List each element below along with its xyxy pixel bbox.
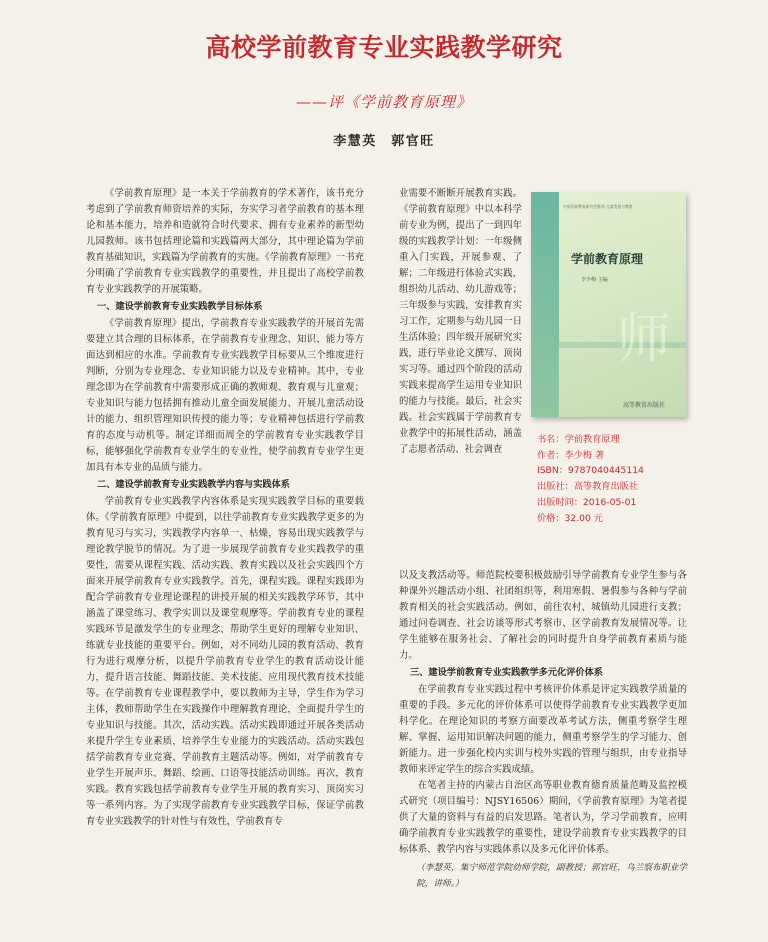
paragraph: 《学前教育原理》提出，学前教育专业实践教学的开展首先需要建立其合理的目标体系，在学前教育专业理念、知识、能力等方面达到相应的水准。学前教育专业实践教学目标要从三个维度进行判断，分别为专业理念、专业知识能力以及专业精神。其中，专业理念即为在学前教育中需要形成正确的教师观、教育观与儿童观；专业知识与能力包括拥有推动儿童全面发展能力、开展儿童活动设计的能力、组织管理知识传授的能力等；专业精神包括进行学前教育的态度与动机等。制定详细而周全的学前教育专业实践教学目标，能够强化学前教育专业学生的专业性，使学前教育专业学生更加具有本专业的品质与能力。 [86, 318, 364, 473]
author-affiliation: （李慧英，集宁师范学院幼师学院，副教授；郭官旺，乌兰察布职业学院，讲师。） [416, 863, 687, 889]
book-name: 书名：学前教育原理 [537, 434, 620, 445]
book-date: 出版时间：2016-05-01 [537, 496, 637, 508]
article-title: 高校学前教育专业实践教学研究 [205, 33, 563, 62]
paragraph: 在学前教育专业实践过程中考核评价体系是评定实践教学质量的重要的手段。多元化的评价体系可以使得学前教育专业实践教学更加科学化。在理论知识的考察方面要改革考试方法，侧重考察学生理解、掌握、运用知识解决问题的能力，侧重考察学生的学习能力、创新能力。进一步强化校内实训与校外实践的管理与组织，由专业指导教师来评定学生的综合实践成绩。 [399, 684, 687, 775]
cover-publisher: 高等教育出版社 [623, 402, 666, 409]
book-price: 价格：32.00 元 [537, 512, 603, 524]
article-authors: 李慧英 郭官旺 [333, 134, 435, 149]
book-cover-image [531, 192, 686, 417]
right-column-narrow [399, 186, 522, 458]
book-isbn: ISBN：9787040445114 [537, 465, 644, 477]
cover-series-text: 中国学前教育研究会推荐·儿童发展与教育 [563, 204, 633, 209]
section-heading-1: 一、建设学前教育专业实践教学目标体系 [97, 301, 263, 312]
section-heading-2: 二、建设学前教育专业实践教学内容与实践体系 [97, 479, 290, 490]
cover-title: 学前教育原理 [571, 252, 644, 266]
paragraph: 学前教育专业实践教学内容体系是实现实践教学目标的重要载体。《学前教育原理》中提到，以往学前教育专业实践教学更多的为教育见习与实习，实践教学内容单一、枯燥，容易出现实践教学与理论教学脱节的情况。为了进一步展现学前教育专业实践教学的重要性，需要从课程实践、活动实践、教育实践以及社会实践四个方面来开展学前教育专业实践教学。首先，课程实践。课程实践即为配合学前教育专业理论课程的讲授开展的相关实践教学环节，其中涵盖了课堂练习、教学实训以及课堂观摩等。学前教育专业的课程实践环节是激发学生的专业理念、帮助学生更好的理解专业知识、练就专业技能的重要平台。例如，对不同幼儿园的教育活动、教育行为进行观摩分析，以提升学前教育专业学生的教育活动设计能力，提升语言技能、舞蹈技能、美术技能、应用现代教育技术技能等。在学前教育专业课程教学中，要以教师为主导，学生作为学习主体，教师帮助学生在实践操作中理解教育理论，全面提升学生的专业知识与技能。其次，活动实践。活动实践即通过开展各类活动来提升学生专业素质，培养学生专业能力的实践活动。活动实践包括学前教育专业竞赛、学前教育主题活动等。例如，对学前教育专业学生开展声乐、舞蹈、绘画、口语等技能活动训练。再次，教育实践。教育实践包括学前教育专业学生开展的教育实习、顶岗实习等一系列内容。为了实现学前教育专业实践教学目标，保证学前教育专业实践教学的针对性与有效性，学前教育专 [86, 496, 364, 827]
right-column-wide [399, 568, 687, 892]
paragraph: 以及支教活动等。师范院校要积极鼓励引导学前教育专业学生参与各种课外兴趣活动小组、社团组织等，利用寒假、暑假参与各种与学前教育相关的社会实践活动。例如，前往农村、城镇幼儿园进行支教；通过问卷调查、社会访谈等形式考察市、区学前教育发展情况等。让学生能够在服务社会、了解社会的同时提升自身学前教育素质与能力。 [399, 570, 687, 661]
paragraph: 业需要不断断开展教育实践。《学前教育原理》中以本科学前专业为例，提出了一到四年级的实践教学计划：一年级侧重入门实践，开展参观、了解；二年级进行体验式实践，组织幼儿活动、幼儿游戏等；三年级参与实践，安排教育实习工作，定期参与幼儿园一日生活体验；四年级开展研究实践，进行毕业论文撰写、顶岗实习等。通过四个阶段的活动实践来提高学生运用专业知识的能力与技能。最后，社会实践。社会实践属于学前教育专业教学中的拓展性活动，涵盖了志愿者活动、社会调查 [399, 188, 522, 455]
cover-watermark: 师 [617, 307, 671, 370]
article-subtitle: ——评《学前教育原理》 [295, 93, 472, 111]
paragraph: 《学前教育原理》是一本关于学前教育的学术著作，该书充分考虑到了学前教育师资培养的实际，夯实学习者学前教育的基本理论和基本能力，培养和造就符合时代要求、拥有专业素养的新型幼儿园教师。该书包括理论篇和实践篇两大部分，其中理论篇为学前教育基础知识，实践篇为学前教育的实施。《学前教育原理》一书充分明确了学前教育专业实践教学的重要性，并且提出了高校学前教育专业实践教学的开展策略。 [86, 188, 364, 295]
book-publisher: 出版社：高等教育出版社 [537, 481, 639, 493]
book-info [537, 432, 707, 526]
cover-band [531, 192, 559, 417]
paragraph: 在笔者主持的内蒙古自治区高等职业教育德育质量范畴及监控模式研究（项目编号：NJSY16506）期间，《学前教育原理》为笔者提供了大量的资料与有益的启发思路。笔者认为，学习学前教育，应明确学前教育专业实践教学的重要性，建设学前教育专业实践教学的目标体系、教学内容与实践体系以及多元化评价体系。 [399, 780, 687, 855]
left-column [86, 186, 364, 830]
cover-author: 李少梅 主编 [581, 277, 608, 283]
section-heading-3: 三、建设学前教育专业实践教学多元化评价体系 [410, 667, 603, 678]
book-author: 作者：李少梅 著 [537, 449, 605, 461]
